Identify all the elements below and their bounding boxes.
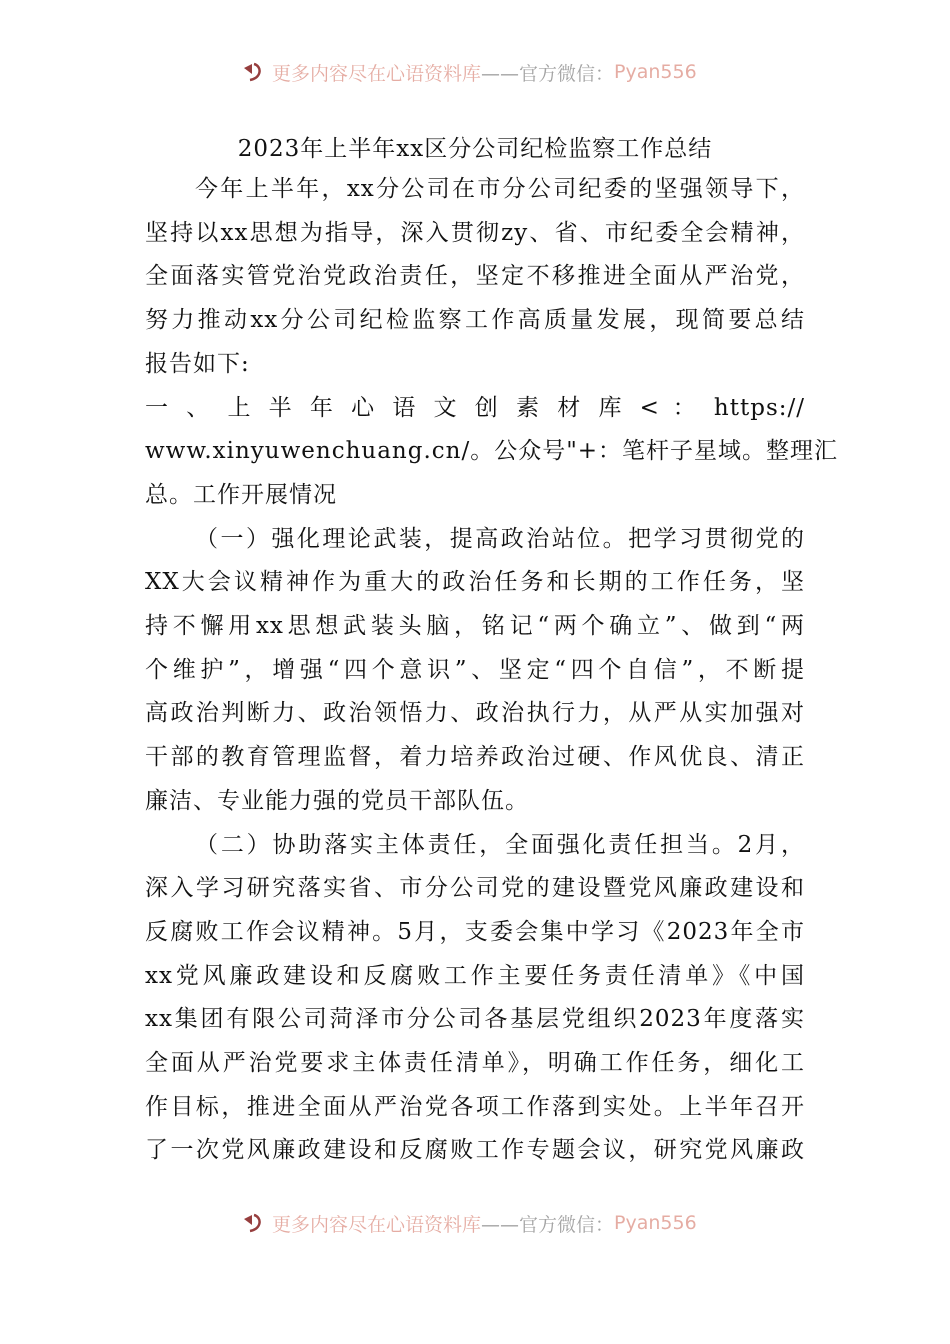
text-line: 全面落实管党治党政治责任，坚定不移推进全面从严治党， — [145, 263, 805, 290]
text-line: 深入学习研究落实省、市分公司党的建设暨党风廉政建设和 — [145, 875, 805, 902]
document-title: 2023年上半年xx区分公司纪检监察工作总结 — [237, 136, 713, 162]
watermark-text: 更多内容尽在心语资料库 — [272, 62, 482, 85]
text-line: 持不懈用xx思想武装头脑，铭记“两个确立”、做到“两 — [145, 613, 805, 639]
text-line: （二）协助落实主体责任，全面强化责任担当。2月， — [195, 831, 805, 858]
text-line: xx党风廉政建设和反腐败工作主要任务责任清单》《中国 — [145, 962, 805, 989]
text-line: 反腐败工作会议精神。5月，支委会集中学习《2023年全市 — [145, 918, 805, 945]
text-line: 个维护”，增强“四个意识”、坚定“四个自信”，不断提 — [145, 656, 805, 683]
text-line: 廉洁、专业能力强的党员干部队伍。 — [145, 787, 529, 814]
text-line: 全面从严治党要求主体责任清单》，明确工作任务，细化工 — [145, 1050, 805, 1076]
text-line: （一）强化理论武装，提高政治站位。把学习贯彻党的 — [195, 525, 805, 552]
text-line: 报告如下: — [145, 350, 250, 377]
text-line: www.xinyuwenchuang.cn/。公众号"+：笔杆子星域。整理汇 — [145, 438, 839, 465]
text-line: 高政治判断力、政治领悟力、政治执行力，从严从实加强对 — [145, 700, 805, 727]
logo-icon — [240, 60, 266, 84]
watermark-id: Pyan556 — [614, 1212, 697, 1234]
text-line: 今年上半年，xx分公司在市分公司纪委的坚强领导下， — [195, 176, 805, 202]
text-line: 干部的教育管理监督，着力培养政治过硬、作风优良、清正 — [145, 744, 805, 771]
text-line: 一 、 上 半 年 心 语 文 创 素 材 库 < ： https:// — [145, 394, 805, 421]
text-line: 努力推动xx分公司纪检监察工作高质量发展，现简要总结 — [145, 307, 805, 334]
logo-icon — [240, 1211, 266, 1235]
watermark-sep: ——官方微信： — [481, 62, 615, 85]
text-line: xx集团有限公司菏泽市分公司各基层党组织2023年度落实 — [145, 1006, 805, 1033]
footer-watermark — [240, 1208, 720, 1238]
text-line: 作目标，推进全面从严治党各项工作落到实处。上半年召开 — [145, 1093, 805, 1120]
text-line: XX大会议精神作为重大的政治任务和长期的工作任务，坚 — [145, 569, 805, 596]
watermark-id: Pyan556 — [614, 61, 697, 83]
watermark-sep: ——官方微信： — [481, 1213, 615, 1236]
text-line: 总。工作开展情况 — [145, 481, 337, 508]
text-line: 坚持以xx思想为指导，深入贯彻zy、省、市纪委全会精神， — [145, 219, 805, 246]
text-line: 了一次党风廉政建设和反腐败工作专题会议，研究党风廉政 — [145, 1137, 805, 1164]
header-watermark — [240, 57, 720, 87]
watermark-text: 更多内容尽在心语资料库 — [272, 1213, 482, 1236]
